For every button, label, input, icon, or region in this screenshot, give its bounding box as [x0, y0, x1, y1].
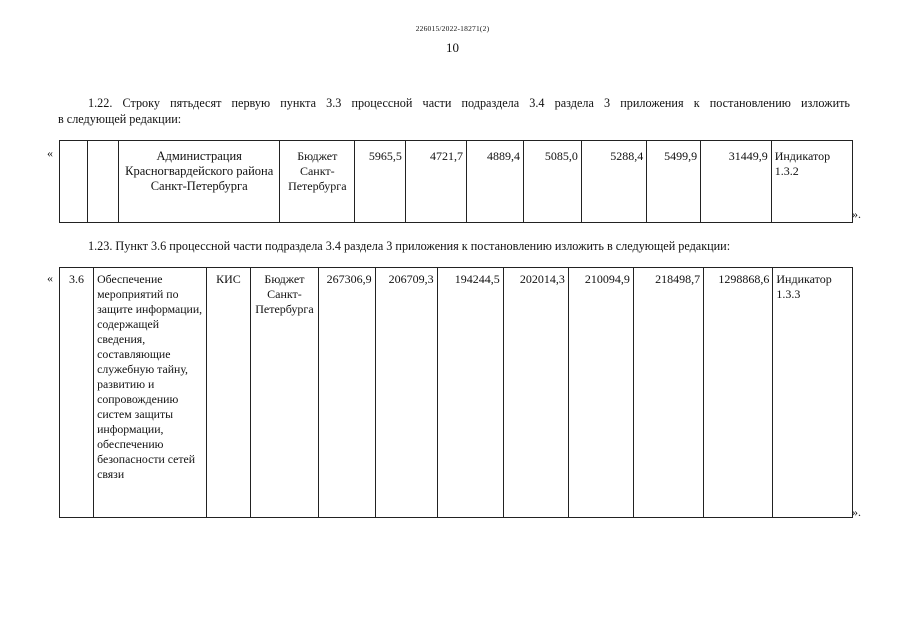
- table-1-23: [59, 267, 853, 518]
- page-number: 10: [446, 40, 459, 55]
- table-row: [60, 141, 853, 223]
- cell-value-5: 210094,9: [568, 268, 633, 518]
- table-1-22: [59, 140, 853, 223]
- document-registration-number: 226015/2022-18271(2): [415, 24, 490, 33]
- close-quote-1-22: ».: [852, 207, 861, 221]
- cell-value-4: 5085,0: [523, 141, 581, 223]
- cell-executor: Администрация Красногвардейского района Санкт-Петербурга: [119, 141, 280, 223]
- cell-value-3: 4889,4: [467, 141, 524, 223]
- close-quote-1-23: ».: [852, 505, 861, 519]
- cell-name: Обеспечение мероприятий по защите информации, содержащей сведения, составляющие служебную тайну, развитию и сопровождению систем защиты информации, обеспечению безопасности сетей связи: [94, 268, 207, 518]
- open-quote-1-23: «: [47, 271, 53, 285]
- paragraph-1-22: [58, 95, 850, 127]
- cell-value-2: 206709,3: [375, 268, 437, 518]
- cell-number: [60, 141, 88, 223]
- cell-executor: КИС: [206, 268, 250, 518]
- cell-indicator: Индикатор 1.3.3: [773, 268, 853, 518]
- table-row: [60, 268, 853, 518]
- paragraph-1-22-line2: в следующей редакции:: [58, 112, 182, 126]
- cell-value-6: 218498,7: [633, 268, 703, 518]
- cell-value-6: 5499,9: [647, 141, 701, 223]
- cell-total: 1298868,6: [704, 268, 773, 518]
- open-quote-1-22: «: [47, 146, 53, 160]
- cell-value-4: 202014,3: [503, 268, 568, 518]
- cell-indicator: Индикатор 1.3.2: [771, 141, 852, 223]
- cell-value-3: 194244,5: [437, 268, 503, 518]
- cell-value-1: 5965,5: [355, 141, 406, 223]
- cell-value-1: 267306,9: [318, 268, 375, 518]
- cell-total: 31449,9: [701, 141, 772, 223]
- cell-value-2: 4721,7: [405, 141, 466, 223]
- cell-number: 3.6: [60, 268, 94, 518]
- cell-funding-source: Бюджет Санкт-Петербурга: [280, 141, 355, 223]
- cell-funding-source: Бюджет Санкт-Петербурга: [251, 268, 319, 518]
- cell-value-5: 5288,4: [581, 141, 646, 223]
- paragraph-1-22-line1: 1.22. Строку пятьдесят первую пункта 3.3 процессной части подраздела 3.4 раздела 3 приложения к постановлению изложить: [88, 96, 850, 110]
- paragraph-1-23: 1.23. Пункт 3.6 процессной части подраздела 3.4 раздела 3 приложения к постановлению изложить в следующей редакции:: [88, 239, 731, 253]
- cell-name: [88, 141, 119, 223]
